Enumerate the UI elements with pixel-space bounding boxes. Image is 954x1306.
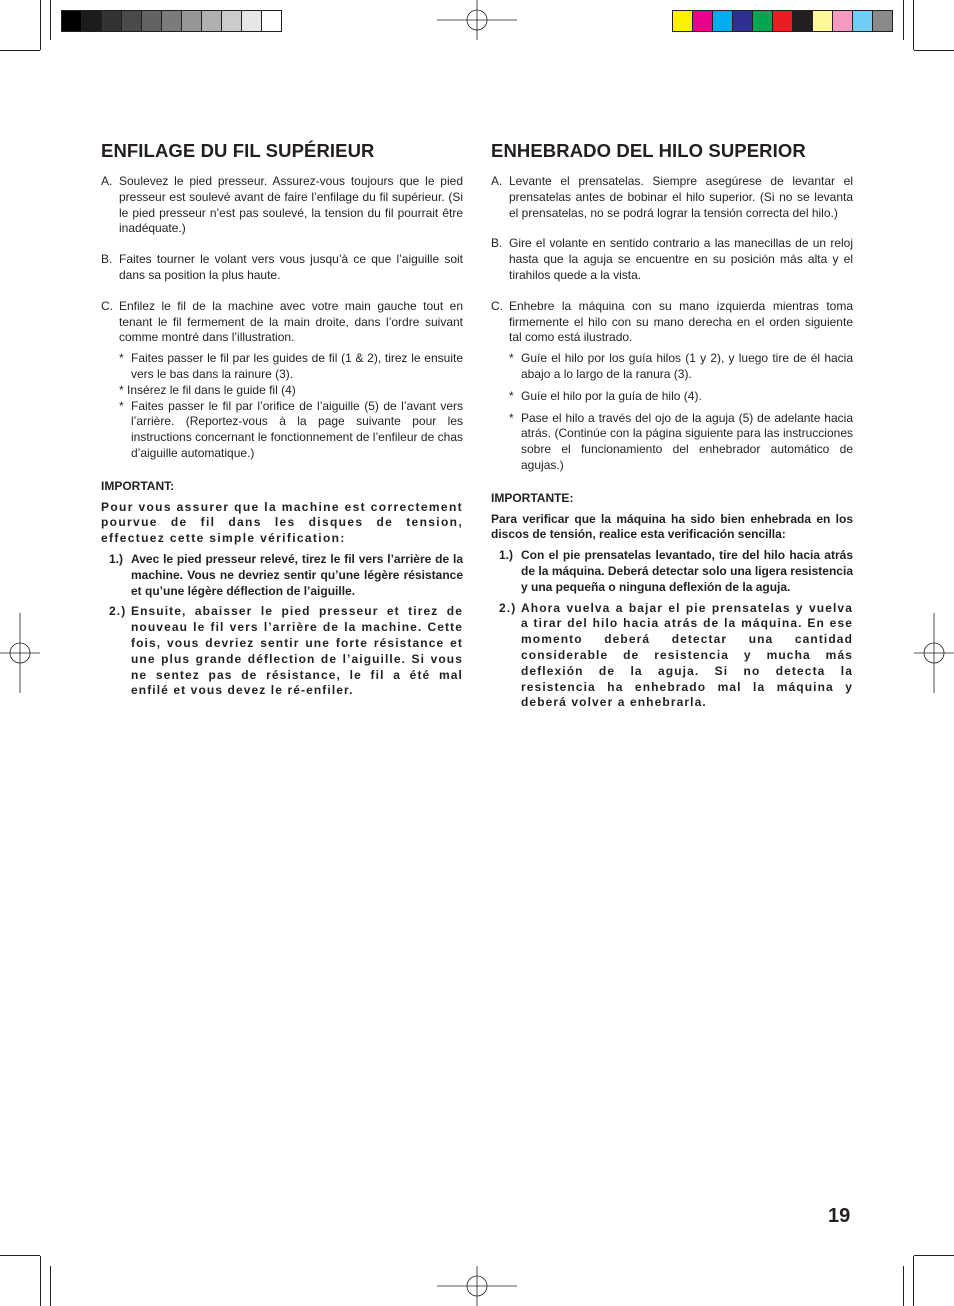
check-text: Ensuite, abaisser le pied presseur et tirez de nouveau le fil vers l’arrière de la machine. Cette fois, vous devriez sentir une forte résistance et une plus grande déflection de l’aiguille. Si vous ne sentez pas de résistance, le fil a été mal enfilé et vous devez le ré-enfiler. [131,604,463,698]
color-swatch [262,11,281,31]
bullet-text: Guíe el hilo por los guía hilos (1 y 2), y luego tire de él hacia abajo a lo largo de la ranura (3). [521,351,853,381]
color-swatch [753,11,773,31]
color-swatch [853,11,873,31]
color-swatch [793,11,813,31]
color-swatch [693,11,713,31]
spanish-step-b [491,236,853,283]
check-text: Avec le pied presseur relevé, tirez le fil vers l’arrière de la machine. Vous ne devriez sentir qu’une légère résistance et qu’une légère déflection de l’aiguille. [131,551,463,598]
step-text: Enhebre la máquina con su mano izquierda mientras toma firmemente el hilo con su mano derecha en el orden siguiente tal como está ilustrado. [509,298,853,345]
color-swatch [62,11,82,31]
check-text: Con el pie prensatelas levantado, tire del hilo hacia atrás de la máquina. Deberá detectar solo una ligera resistencia y una pequeña o ninguna deflexión de la aguja. [521,548,853,594]
asterisk-icon: * [119,398,124,413]
check-label: 1.) [109,551,124,566]
spanish-title: ENHEBRADO DEL HILO SUPERIOR [491,140,806,161]
bullet-text: Faites passer le fil par l’orifice de l’aiguille (5) de l’avant vers l’arrière. (Reportez-vous à la page suivante pour les instructions concernant le fonctionnement de l’enfileur de chas d’aiguille automatique.) [131,398,463,460]
spanish-column [491,140,853,716]
spanish-check-1 [491,548,853,595]
step-label: B. [101,252,113,267]
step-label: B. [491,236,503,251]
color-swatch [202,11,222,31]
color-swatch [813,11,833,31]
list-item [101,383,463,399]
color-swatch [713,11,733,31]
bullet-text: Faites passer le fil par les guides de fil (1 & 2), tirez le ensuite vers le bas dans la rainure (3). [131,351,463,381]
step-text: Levante el prensatelas. Siempre asegúrese de levantar el prensatelas antes de bobinar el hilo superior. (Si no se levanta el prensatelas, no se podrá lograr la tensión correcta del hilo.) [509,174,853,220]
spanish-step-c [491,299,853,346]
bullet-text: Guíe el hilo por la guía de hilo (4). [521,388,702,403]
check-label: 1.) [499,548,514,563]
color-swatch [833,11,853,31]
french-title: ENFILAGE DU FIL SUPÉRIEUR [101,140,375,161]
step-text: Gire el volante en sentido contrario a las manecillas de un reloj hasta que la aguja se encuentre en su posición más alta y el tirahilos quede a la vista. [509,236,853,282]
asterisk-icon: * [509,351,514,366]
color-calibration-bar [672,10,893,32]
color-swatch [122,11,142,31]
page-number: 19 [828,1205,851,1227]
grayscale-calibration-bar [61,10,282,32]
color-swatch [82,11,102,31]
check-text: Ahora vuelva a bajar el pie prensatelas y vuelva a tirar del hilo hacia atrás de la máquina. En ese momento deberá detectar una cantidad considerable de resistencia y mucha más deflexión de la aguja. Si no detecta la resistencia ha enhebrado mal la máquina y deberá volver a enhebrarla. [521,600,853,710]
color-swatch [873,11,892,31]
list-item [491,389,853,405]
french-check-1 [101,552,463,599]
list-item [491,351,853,383]
step-label: C. [101,298,113,313]
french-step-a [101,174,463,237]
asterisk-icon: * [119,351,124,366]
step-label: A. [491,174,503,188]
list-item [491,411,853,474]
color-swatch [102,11,122,31]
color-swatch [673,11,693,31]
spanish-bullet-list [491,351,853,474]
step-text: Enfilez le fil de la machine avec votre main gauche tout en tenant le fil fermement de la main droite, dans l’ordre suivant comme montré dans l’illustration. [119,298,463,345]
asterisk-icon: * [119,382,124,397]
french-check-2 [101,604,463,699]
color-swatch [162,11,182,31]
check-label: 2.) [109,604,127,619]
asterisk-icon: * [509,410,514,425]
color-swatch [242,11,262,31]
french-important-intro: Pour vous assurer que la machine est correctement pourvue de fil dans les disques de tension, effectuez cette simple vérification: [101,499,463,546]
color-swatch [222,11,242,31]
step-label: C. [491,298,503,313]
french-important-title: IMPORTANT: [101,478,175,493]
french-column [101,140,463,704]
step-text: Faites tourner le volant vers vous jusqu’à ce que l’aiguille soit dans sa position la plus haute. [119,252,463,282]
check-label: 2.) [499,600,517,615]
color-swatch [773,11,793,31]
list-item [101,399,463,462]
bullet-text: Insérez le fil dans le guide fil (4) [127,382,296,397]
spanish-important-title: IMPORTANTE: [491,490,574,505]
color-swatch [182,11,202,31]
spanish-check-2 [491,601,853,712]
asterisk-icon: * [509,388,514,403]
french-step-b [101,252,463,284]
spanish-important-intro: Para verificar que la máquina ha sido bien enhebrada en los discos de tensión, realice esta verificación sencilla: [491,511,853,542]
bullet-text: Pase el hilo a través del ojo de la aguja (5) de adelante hacia atrás. (Continúe con la página siguiente para las instrucciones sobre el funcionamiento del enhebrador automático de agujas.) [521,410,853,472]
color-swatch [733,11,753,31]
french-bullet-list [101,351,463,462]
step-text: Soulevez le pied presseur. Assurez-vous toujours que le pied presseur est soulevé avant de faire l’enfilage du fil supérieur. (Si le pied presseur n’est pas soulevé, la tension du fil pourrait être inadéquate.) [119,174,463,236]
color-swatch [142,11,162,31]
step-label: A. [101,174,113,188]
list-item [101,351,463,383]
spanish-step-a [491,174,853,221]
french-step-c [101,299,463,346]
